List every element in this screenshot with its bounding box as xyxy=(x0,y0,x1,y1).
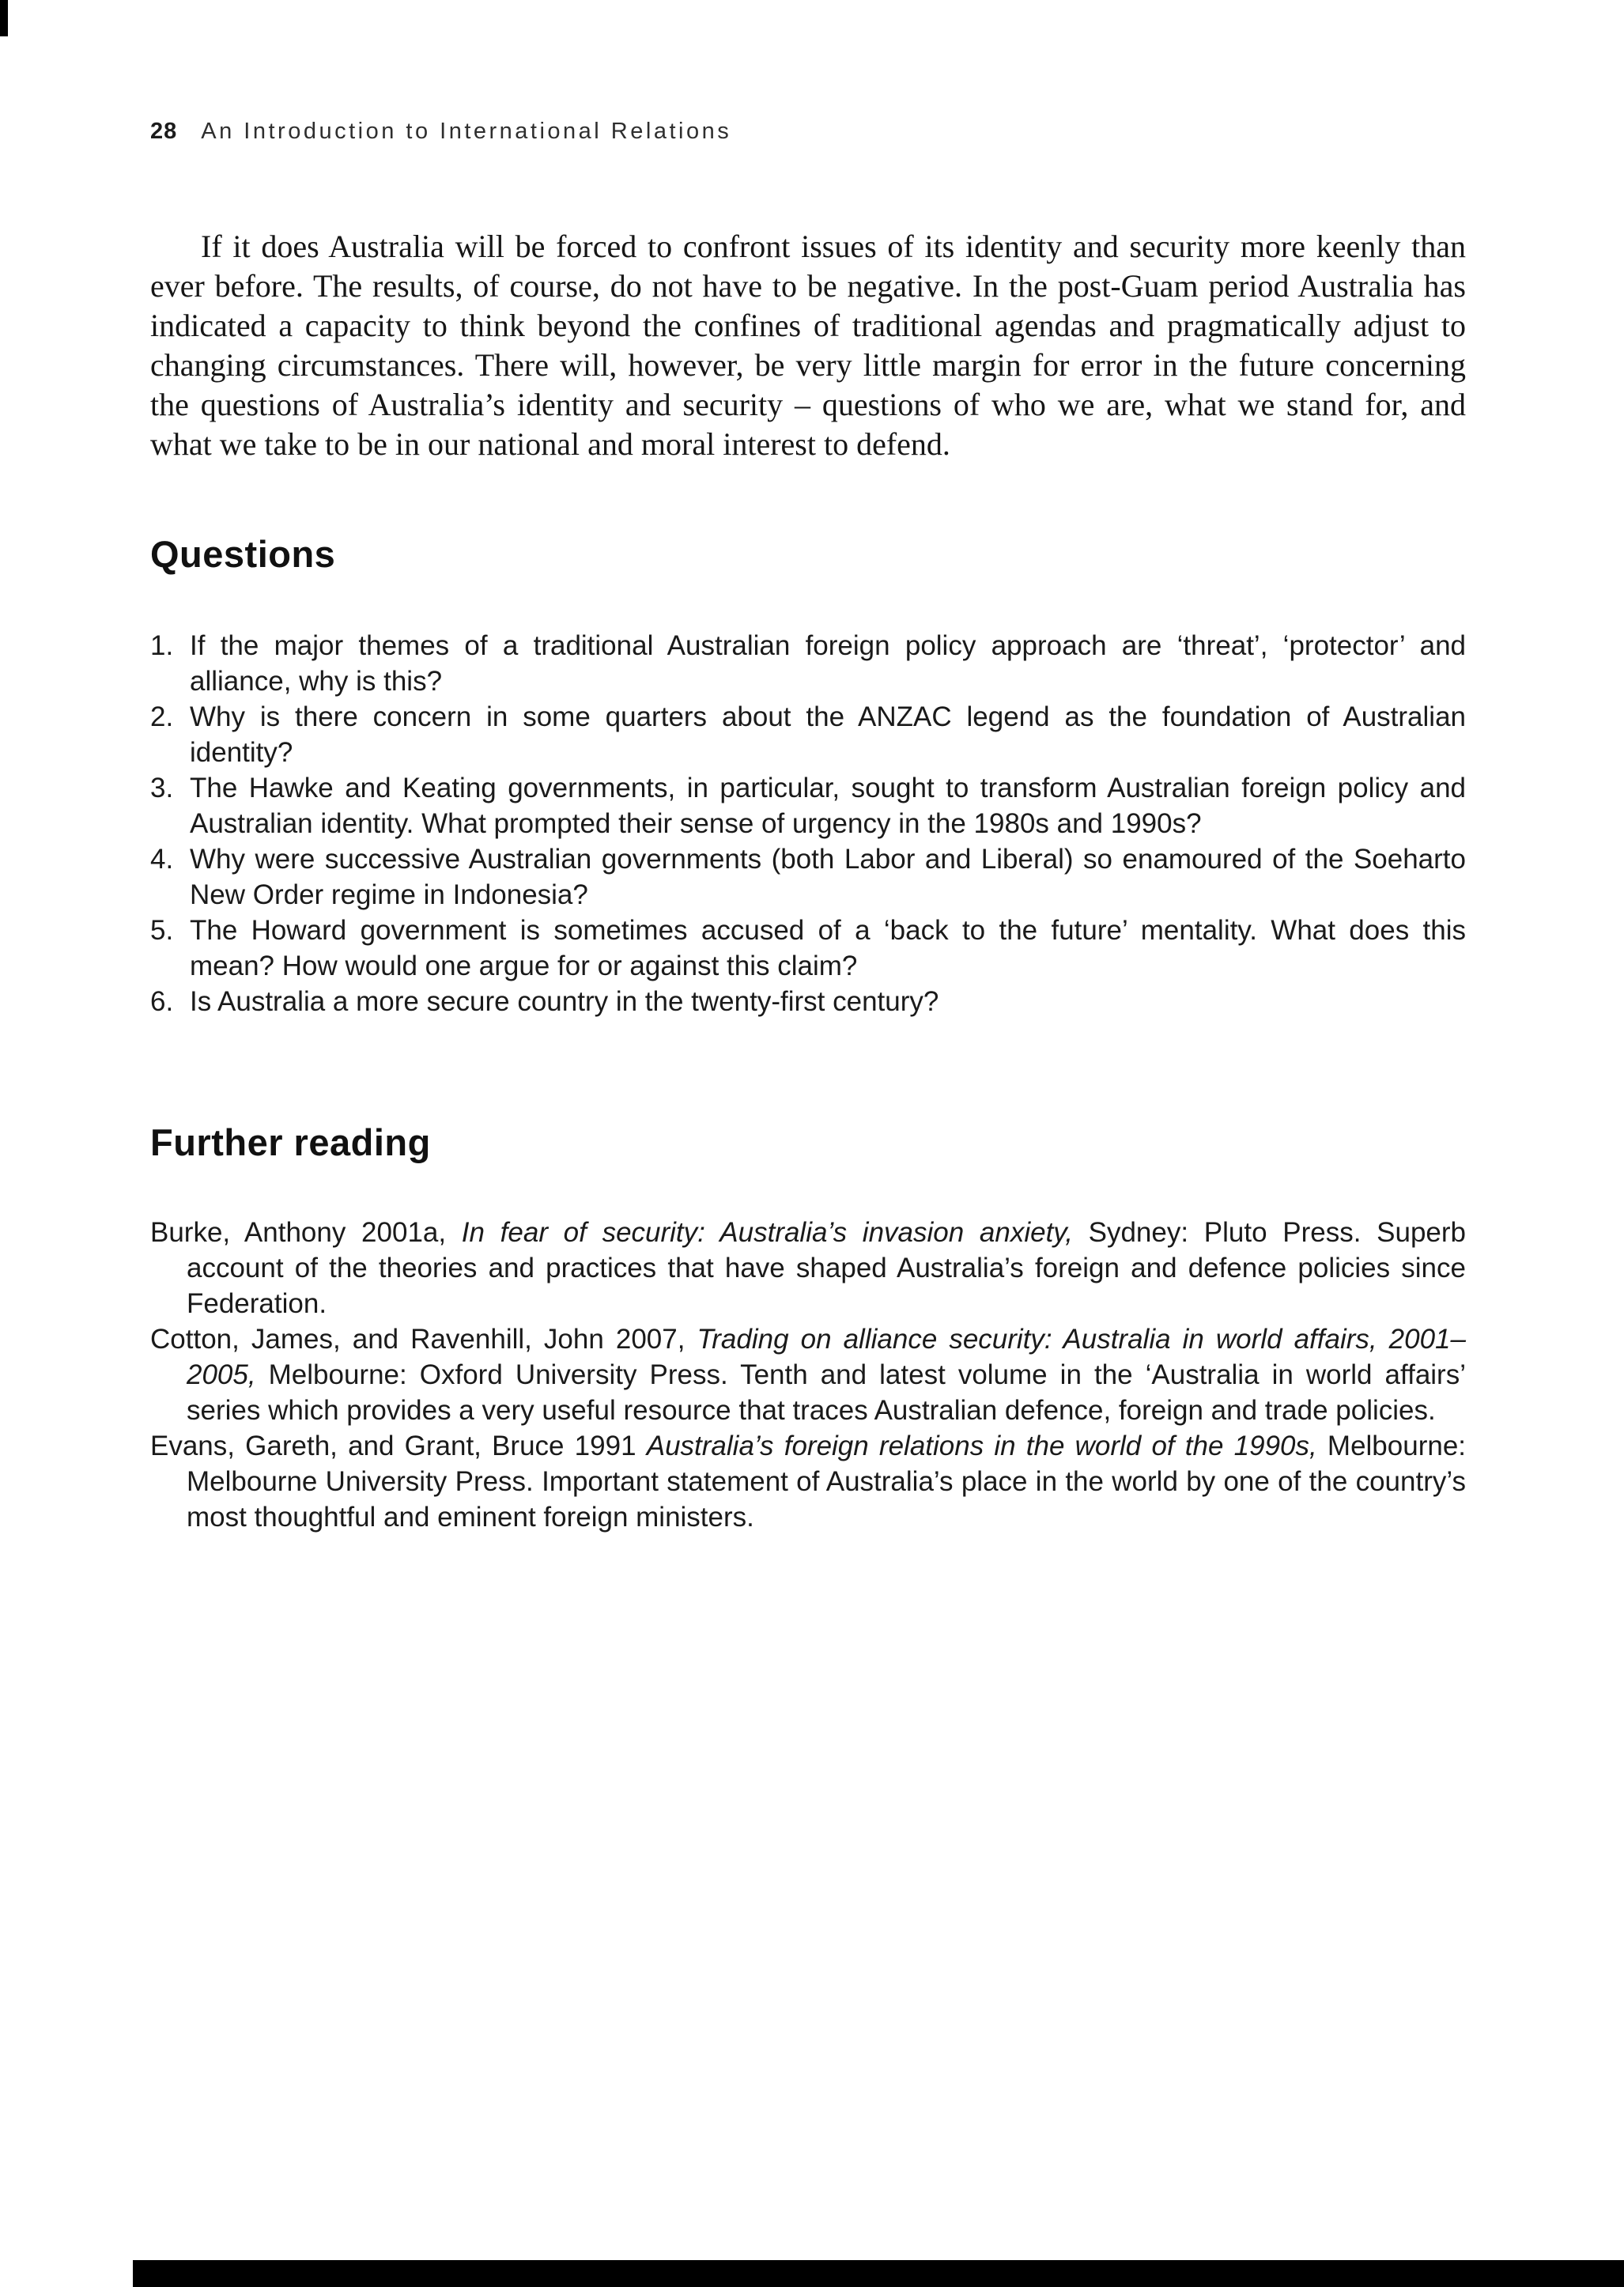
reference-title: Trading on alliance security: Australia in world affairs, 2001–2005, xyxy=(187,1324,1466,1390)
running-title: An Introduction to International Relations xyxy=(201,119,732,144)
question-text: Why were successive Australian governments (both Labor and Liberal) so enamoured of the Soeharto New Order regime in Indonesia? xyxy=(190,844,1466,910)
question-item xyxy=(150,628,1466,699)
question-number: 6. xyxy=(150,986,174,1017)
reference-annotation: Melbourne: Oxford University Press. Tenth and latest volume in the ‘Australia in world affairs’ series which provides a very useful resource that traces Australian defence, foreign and trade policies. xyxy=(187,1359,1466,1426)
question-number: 1. xyxy=(150,630,174,661)
reference-entry xyxy=(150,1428,1466,1535)
running-head xyxy=(150,119,1466,145)
reference-authors: Evans, Gareth, and Grant, Bruce 1991 xyxy=(150,1431,647,1461)
reference-authors: Cotton, James, and Ravenhill, John 2007, xyxy=(150,1324,697,1355)
page-content xyxy=(150,0,1466,1535)
question-text: If the major themes of a traditional Australian foreign policy approach are ‘threat’, ‘protector’ and alliance, why is this? xyxy=(190,630,1466,697)
question-text: Is Australia a more secure country in the twenty-first century? xyxy=(190,986,939,1017)
question-number: 2. xyxy=(150,701,174,732)
intro-paragraph: If it does Australia will be forced to confront issues of its identity and security more keenly than ever before. The results, of course, do not have to be negative. In the post-Guam period Australia has indicated a capacity to think beyond the confines of traditional agendas and pragmatically adjust to changing circumstances. There will, however, be very little margin for error in the future concerning the questions of Australia’s identity and security – questions of who we are, what we stand for, and what we take to be in our national and moral interest to defend. xyxy=(150,229,1466,462)
question-text: The Howard government is sometimes accused of a ‘back to the future’ mentality. What does this mean? How would one argue for or against this claim? xyxy=(190,915,1466,981)
scan-bottom-bar xyxy=(133,2260,1624,2287)
question-number: 4. xyxy=(150,844,174,875)
reference-annotation: Melbourne: Melbourne University Press. Important statement of Australia’s place in the world by one of the country’s most thoughtful and eminent foreign ministers. xyxy=(187,1431,1467,1533)
question-item xyxy=(150,841,1466,913)
question-text: The Hawke and Keating governments, in particular, sought to transform Australian foreign policy and Australian identity. What prompted their sense of urgency in the 1980s and 1990s? xyxy=(190,773,1466,839)
reference-title: Australia’s foreign relations in the world of the 1990s, xyxy=(646,1431,1317,1461)
questions-list xyxy=(150,628,1466,1019)
question-item xyxy=(150,984,1466,1019)
question-item xyxy=(150,770,1466,841)
question-number: 3. xyxy=(150,773,174,803)
reference-title: In fear of security: Australia’s invasion anxiety, xyxy=(461,1217,1073,1248)
question-text: Why is there concern in some quarters about the ANZAC legend as the foundation of Australian identity? xyxy=(190,701,1466,768)
reference-authors: Burke, Anthony 2001a, xyxy=(150,1217,462,1248)
reference-entry xyxy=(150,1321,1466,1428)
questions-heading: Questions xyxy=(150,533,336,575)
page-number: 28 xyxy=(150,119,178,144)
further-reading-heading: Further reading xyxy=(150,1121,431,1163)
reference-entry xyxy=(150,1215,1466,1321)
reference-annotation: Sydney: Pluto Press. Superb account of the theories and practices that have shaped Australia’s foreign and defence policies since Federation. xyxy=(187,1217,1466,1319)
question-number: 5. xyxy=(150,915,174,946)
question-item xyxy=(150,913,1466,984)
reference-list xyxy=(150,1215,1466,1535)
question-item xyxy=(150,699,1466,770)
scan-corner-artifact xyxy=(0,0,8,36)
